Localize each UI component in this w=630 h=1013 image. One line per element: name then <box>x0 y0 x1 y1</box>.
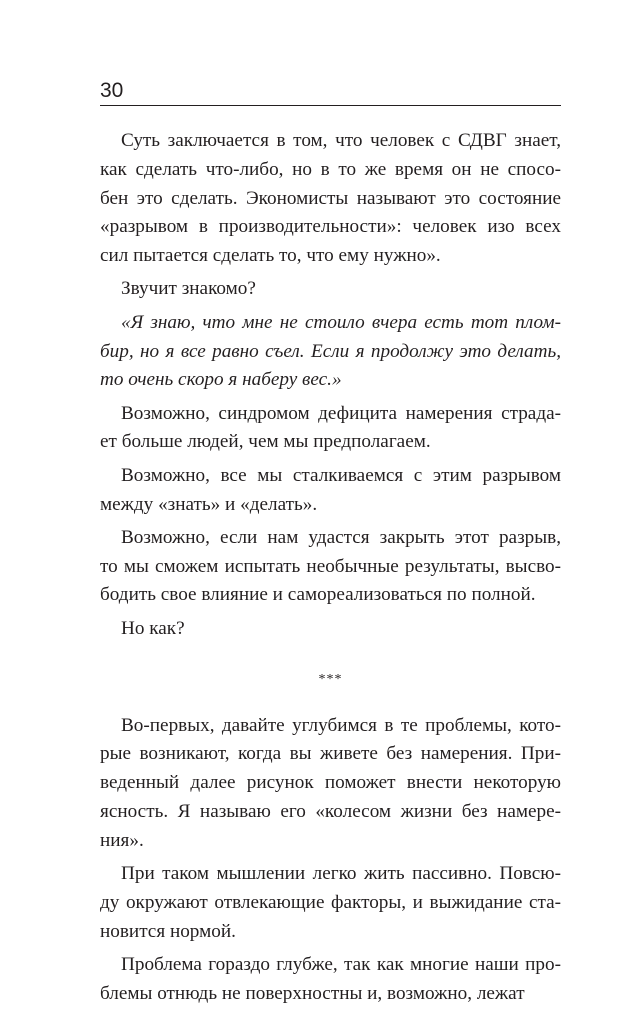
section-before-separator <box>100 127 561 644</box>
paragraph <box>100 309 561 395</box>
text-line: ет больше людей, чем мы предполагаем. <box>100 431 431 453</box>
page-number: 30 <box>100 79 124 102</box>
text-line: При таком мышлении легко жить пассивно. Повсю- <box>121 863 561 885</box>
paragraph <box>100 524 561 610</box>
text-line: Возможно, все мы сталкиваемся с этим разрывом <box>121 464 561 486</box>
text-line: бен это сделать. Экономисты называют это состояние <box>100 187 561 209</box>
text-line: Суть заключается в том, что человек с СДВГ знает, <box>121 130 561 151</box>
text-line: Во-первых, давайте углубимся в те проблемы, кото- <box>121 714 561 736</box>
paragraph <box>100 712 561 856</box>
text-line: Проблема гораздо глубже, так как многие наши про- <box>121 953 561 975</box>
text-line: Звучит знакомо? <box>121 278 256 300</box>
text-line: бодить свое влияние и самореализоваться по полной. <box>100 584 536 606</box>
text-line: как сделать что-либо, но в то же время он не спосо- <box>100 158 561 180</box>
paragraph <box>100 400 561 458</box>
paragraph <box>100 275 561 304</box>
section-after-separator <box>100 712 561 1009</box>
paragraph <box>100 127 561 271</box>
header-rule <box>100 105 561 106</box>
text-line: «Я знаю, что мне не стоило вчера есть тот плом- <box>121 311 561 333</box>
text-line: блемы отнюдь не поверхностны и, возможно, лежат <box>100 982 525 1004</box>
text-line: ясность. Я называю его «колесом жизни без намере- <box>100 800 561 822</box>
text-line: Возможно, если нам удастся закрыть этот разрыв, <box>121 526 561 548</box>
paragraph <box>100 462 561 520</box>
text-line: сил пытается сделать то, что ему нужно». <box>100 245 441 267</box>
paragraph <box>100 615 561 644</box>
text-line: новится нормой. <box>100 920 236 942</box>
text-line: веденный далее рисунок поможет внести некоторую <box>100 772 561 794</box>
section-separator: *** <box>318 671 343 687</box>
text-line: ду окружают отвлекающие факторы, и выжидание ста- <box>100 891 561 913</box>
paragraph <box>100 860 561 946</box>
body-text <box>100 127 561 1013</box>
text-line: рые возникают, когда вы живете без намерения. При- <box>100 743 561 765</box>
text-line: то мы сможем испытать необычные результаты, высво- <box>100 555 561 577</box>
text-line: Возможно, синдромом дефицита намерения страда- <box>121 402 561 424</box>
text-line: бир, но я все равно съел. Если я продолжу это делать, <box>100 340 561 362</box>
text-line: Но как? <box>121 617 185 639</box>
text-line: между «знать» и «делать». <box>100 493 318 515</box>
text-line: то очень скоро я наберу вес.» <box>100 369 342 391</box>
text-line: «разрывом в производительности»: человек изо всех <box>100 216 561 238</box>
text-line: ния». <box>100 829 144 851</box>
